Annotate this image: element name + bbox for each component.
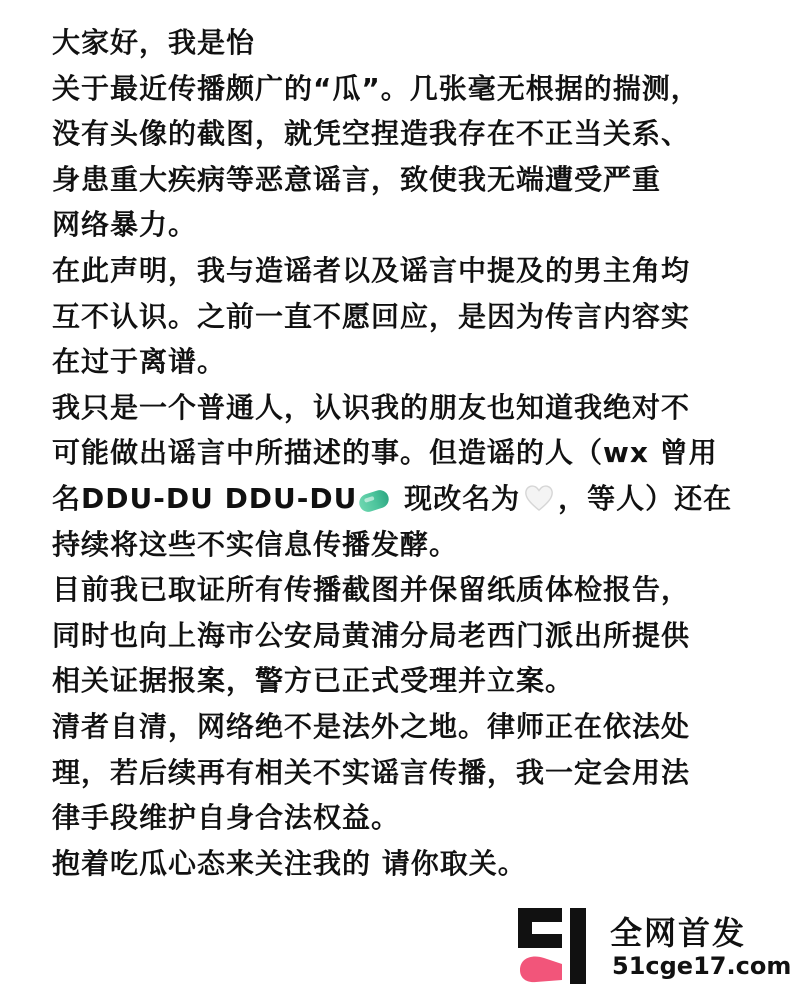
statement-line: 同时也向上海市公安局黄浦分局老西门派出所提供 [52,618,691,652]
statement-line: 相关证据报案，警方已正式受理并立案。 [52,664,575,698]
statement-line: 身患重大疾病等恶意谣言，致使我无端遭受严重 [52,162,662,196]
statement-line: 理，若后续再有相关不实谣言传播，我一定会用法 [52,755,691,789]
statement-line: 我只是一个普通人，认识我的朋友也知道我绝对不 [52,390,691,424]
pill-capsule-icon [357,488,391,514]
site-logo-icon [518,908,588,984]
statement-line-with-emoji [52,476,792,522]
watermark-url: 51cge17.com [612,952,792,980]
watermark [518,906,796,986]
watermark-title: 全网首发 [610,914,747,952]
statement-text [52,20,792,886]
statement-line: 持续将这些不实信息传播发酵。 [52,527,459,561]
statement-line: 可能做出谣言中所描述的事。但造谣的人（wx 曾用 [52,436,718,470]
statement-line: 抱着吃瓜心态来关注我的 请你取关。 [52,846,527,880]
statement-line: 律手段维护自身合法权益。 [52,801,401,835]
statement-line: 大家好，我是怡 [52,26,256,59]
statement-line: 在过于离谱。 [52,345,227,379]
statement-line: 关于最近传播颇广的“瓜”。几张毫无根据的揣测， [52,71,700,105]
statement-segment: 现改名为 [393,481,521,515]
white-heart-icon [524,484,554,512]
statement-line: 清者自清，网络绝不是法外之地。律师正在依法处 [52,709,691,743]
statement-line: 没有头像的截图，就凭空捏造我存在不正当关系、 [52,117,691,151]
statement-line: 互不认识。之前一直不愿回应，是因为传言内容实 [52,299,691,333]
statement-segment: 名DDU-DU DDU-DU [52,481,358,515]
statement-line: 目前我已取证所有传播截图并保留纸质体检报告， [52,573,691,607]
statement-segment: ，等人）还在 [558,481,733,515]
statement-line: 在此声明，我与造谣者以及谣言中提及的男主角均 [52,253,691,287]
statement-line: 网络暴力。 [52,208,198,242]
